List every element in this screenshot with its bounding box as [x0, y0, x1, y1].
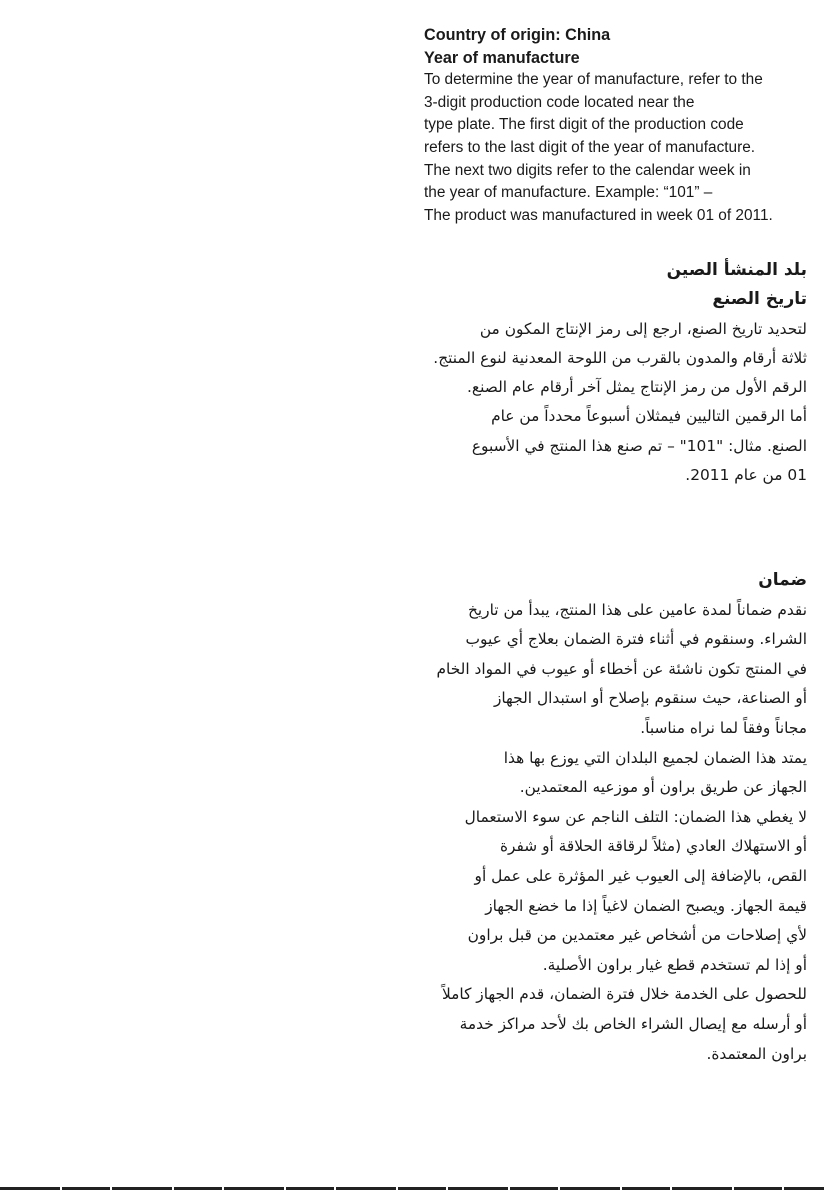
body-line: The next two digits refer to the calendar week in — [424, 161, 751, 179]
body-line: الشراء. وسنقوم في أثناء فترة الضمان بعلاج أي عيوب — [465, 630, 807, 649]
body-line: 01 من عام 2011. — [685, 466, 807, 485]
body-line: لأي إصلاحات من أشخاص غير معتمدين من قبل براون — [467, 926, 807, 945]
body-line: أو الاستهلاك العادي (مثلاً لرقاقة الحلاقة أو شفرة — [499, 837, 807, 856]
body-line: أما الرقمين التاليين فيمثلان أسبوعاً محدداً من عام — [491, 407, 807, 426]
origin-section-english — [424, 24, 807, 227]
origin-section-arabic — [424, 256, 807, 490]
body-line: نقدم ضماناً لمدة عامين على هذا المنتج، يبدأ من تاريخ — [467, 600, 807, 619]
body-line: في المنتج تكون ناشئة عن أخطاء أو عيوب في المواد الخام — [436, 659, 807, 678]
body-line: براون المعتمدة. — [706, 1044, 807, 1063]
body-line: the year of manufacture. Example: “101” – — [424, 184, 713, 202]
year-of-manufacture-heading: Year of manufacture — [424, 48, 580, 67]
body-line: 3-digit production code located near the — [424, 93, 695, 111]
body-line: للحصول على الخدمة خلال فترة الضمان، قدم الجهاز كاملاً — [441, 985, 807, 1004]
body-line: أو إذا لم تستخدم قطع غيار براون الأصلية. — [542, 955, 807, 974]
warranty-heading-ar: ضمان — [758, 570, 807, 590]
body-line: لتحديد تاريخ الصنع، ارجع إلى رمز الإنتاج المكون من — [479, 319, 807, 338]
body-line: refers to the last digit of the year of manufacture. — [424, 138, 756, 156]
country-of-origin-heading: Country of origin: China — [424, 26, 611, 44]
body-line: قيمة الجهاز. ويصبح الضمان لاغياً إذا ما خضع الجهاز — [485, 896, 807, 915]
body-line: type plate. The first digit of the production code — [424, 116, 744, 134]
body-line: القص، بالإضافة إلى العيوب غير المؤثرة على عمل أو — [474, 866, 807, 885]
warranty-section-arabic — [424, 566, 807, 1069]
body-line: أو أرسله مع إيصال الشراء الخاص بك لأحد مراكز خدمة — [459, 1014, 807, 1033]
body-line: مجاناً وفقاً لما نراه مناسباً. — [640, 718, 807, 737]
body-line: The product was manufactured in week 01 of 2011. — [424, 206, 773, 224]
body-line: الصنع. مثال: "101" – تم صنع هذا المنتج في الأسبوع — [471, 436, 807, 455]
body-line: الرقم الأول من رمز الإنتاج يمثل آخر أرقام عام الصنع. — [467, 378, 807, 397]
body-line: To determine the year of manufacture, refer to the — [424, 71, 763, 89]
body-line: لا يغطي هذا الضمان: التلف الناجم عن سوء الاستعمال — [464, 807, 807, 826]
country-of-origin-heading-ar: بلد المنشأ الصين — [666, 260, 807, 280]
body-line: الجهاز عن طريق براون أو موزعيه المعتمدين. — [519, 778, 807, 797]
body-line: ثلاثة أرقام والمدون بالقرب من اللوحة المعدنية لنوع المنتج. — [433, 348, 807, 367]
body-line: أو الصناعة، حيث سنقوم بإصلاح أو استبدال الجهاز — [493, 689, 807, 708]
year-of-manufacture-heading-ar: تاريخ الصنع — [712, 289, 807, 310]
body-line: يمتد هذا الضمان لجميع البلدان التي يوزع بها هذا — [503, 748, 807, 767]
